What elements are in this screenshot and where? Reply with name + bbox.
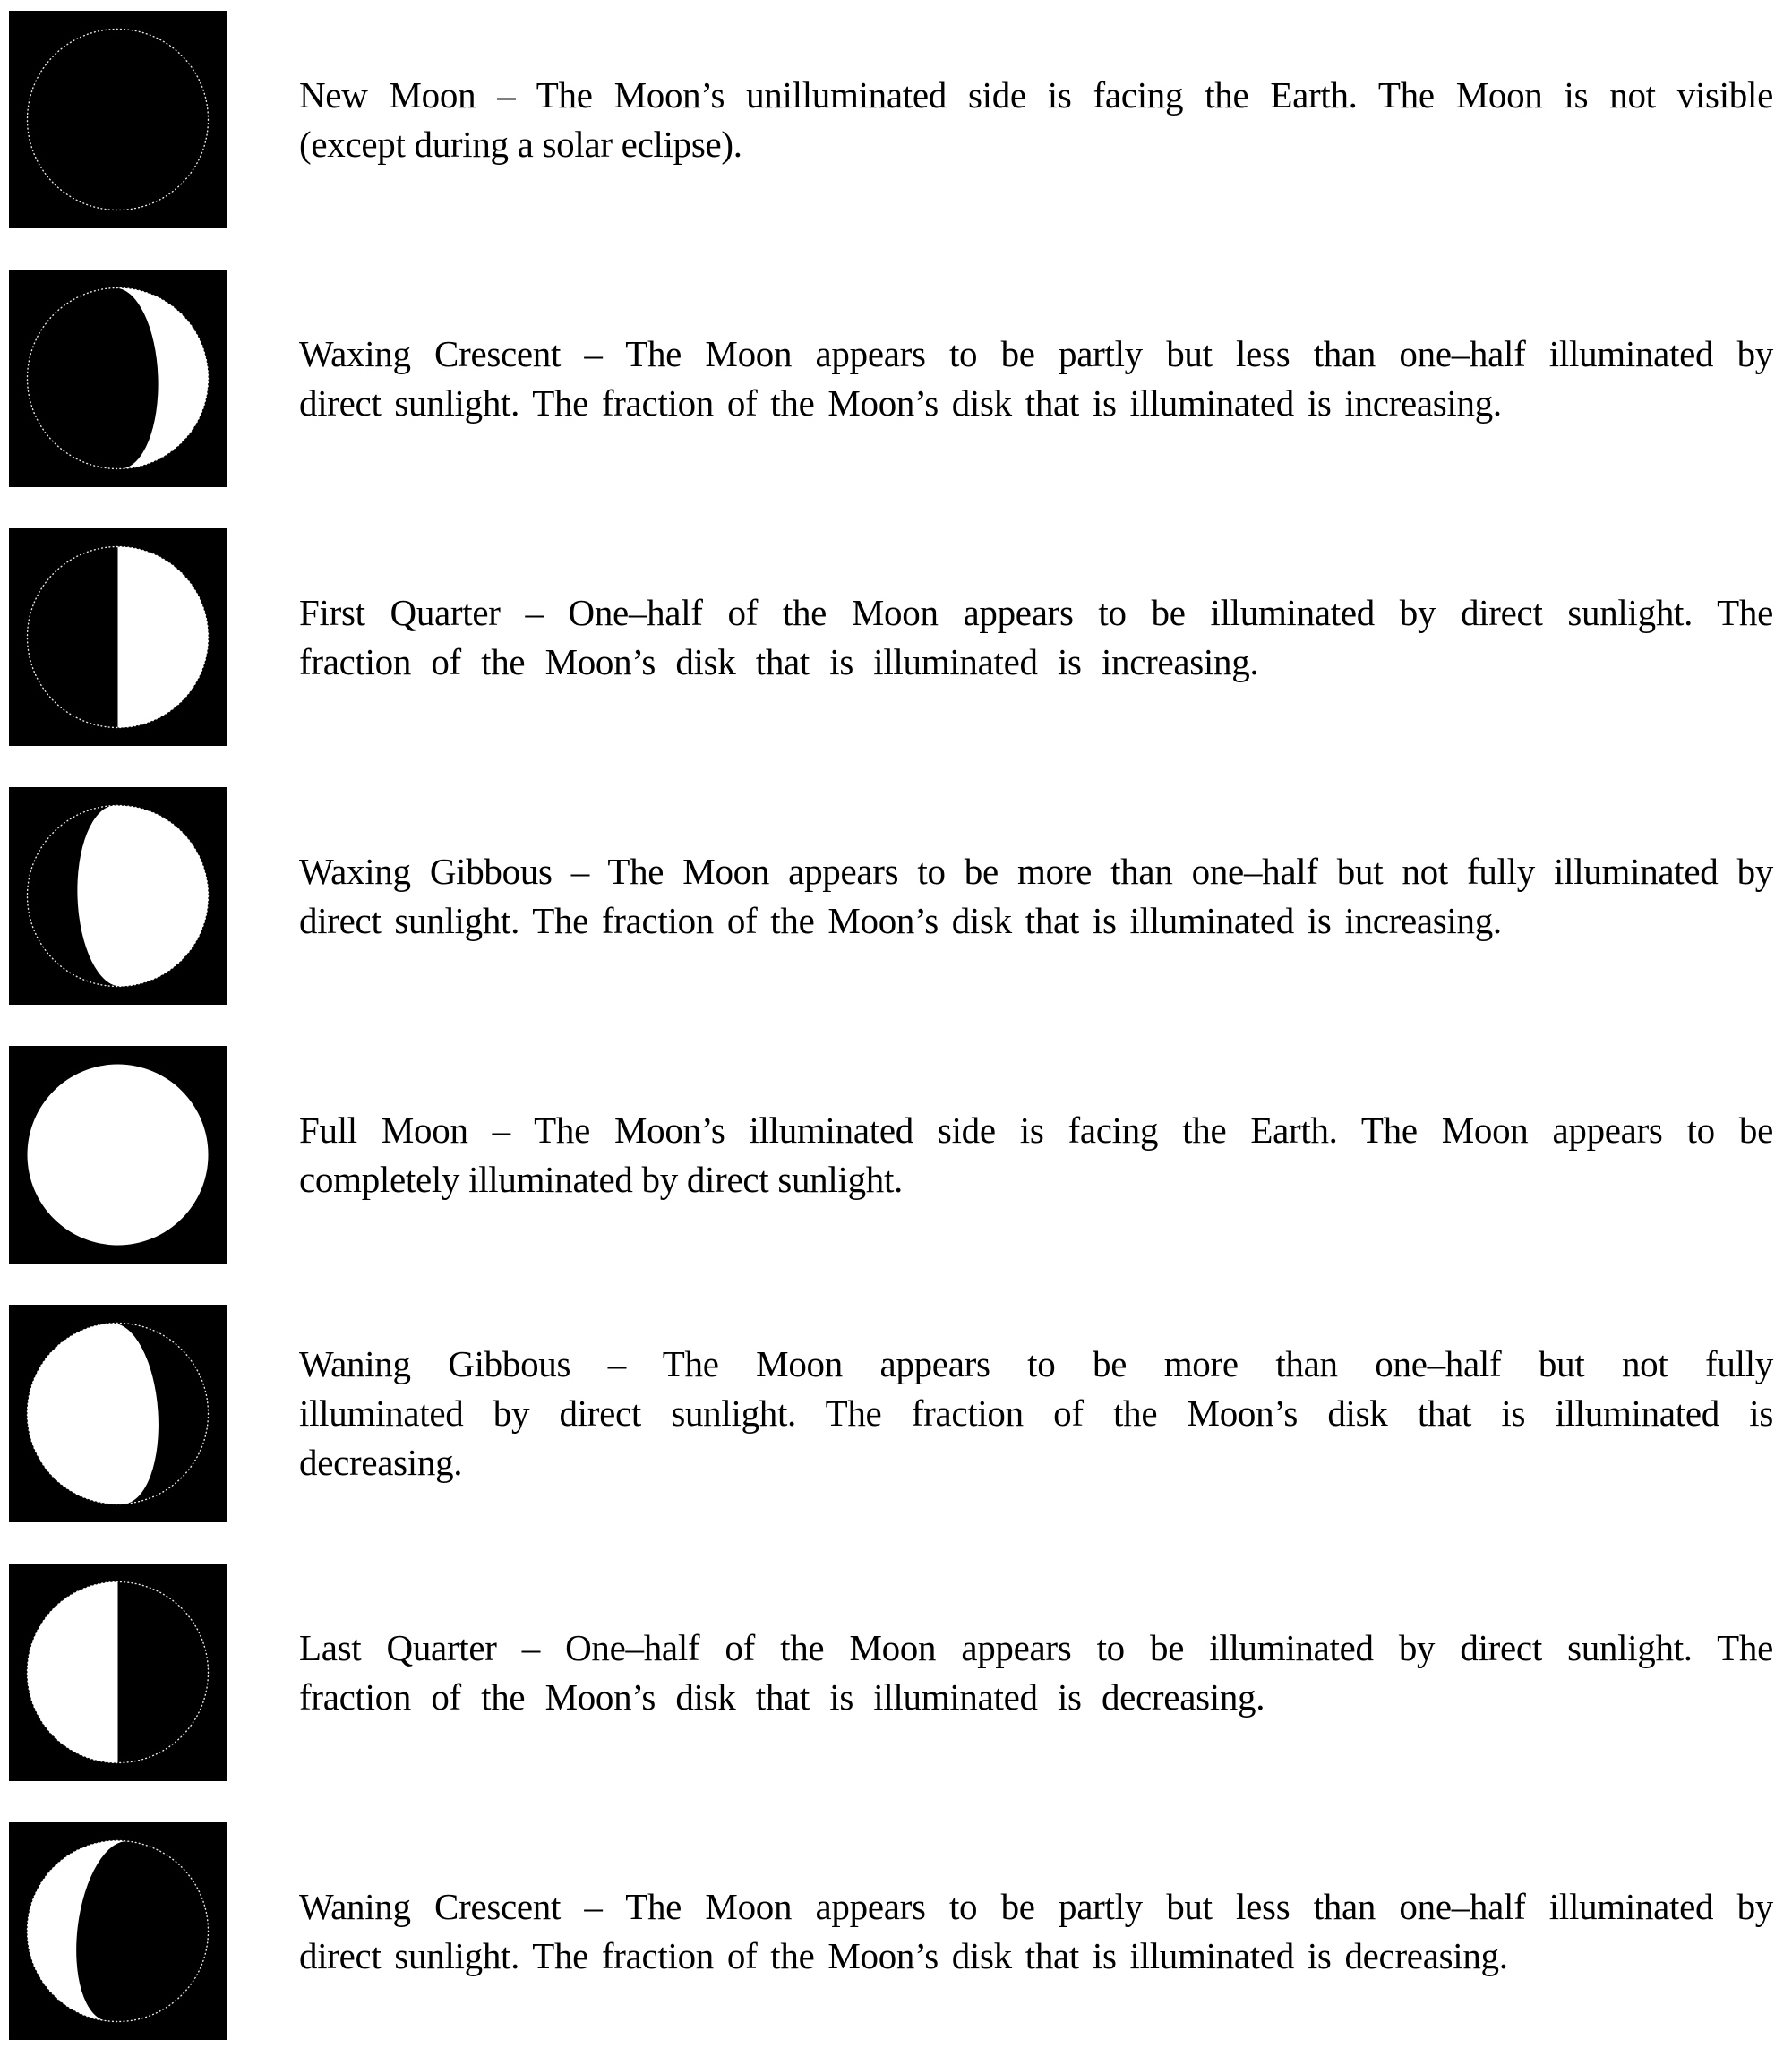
description-line: (except during a solar eclipse). — [299, 123, 742, 165]
description-line: First Quarter – One–half of the Moon appears to be illuminated by direct sunlight. The — [299, 591, 1773, 633]
phase-description — [299, 1106, 1773, 1204]
phase-row-waning-crescent — [9, 1822, 1792, 2040]
waning-gibbous-icon — [9, 1305, 227, 1522]
full-moon-illustration — [9, 1046, 227, 1264]
description-line: direct sunlight. The fraction of the Moon’s disk that is illuminated is increasing. — [299, 381, 1502, 424]
waning-crescent-illustration — [9, 1822, 227, 2040]
description-line: Waning Gibbous – The Moon appears to be more than one–half but not fully — [299, 1343, 1773, 1384]
first-quarter-icon — [9, 528, 227, 746]
phase-row-last-quarter — [9, 1564, 1792, 1781]
description-line: illuminated by direct sunlight. The fraction of the Moon’s disk that is illuminated is — [299, 1392, 1773, 1434]
new-moon-icon — [9, 11, 227, 228]
description-line: Waning Crescent – The Moon appears to be partly but less than one–half illuminated by — [299, 1885, 1773, 1927]
phase-row-new-moon — [9, 11, 1792, 228]
waxing-crescent-icon — [9, 270, 227, 487]
description-line: fraction of the Moon’s disk that is illuminated is decreasing. — [299, 1675, 1265, 1718]
description-line: Last Quarter – One–half of the Moon appears to be illuminated by direct sunlight. The — [299, 1626, 1773, 1668]
phase-row-full-moon — [9, 1046, 1792, 1264]
description-line: decreasing. — [299, 1442, 463, 1483]
new-moon-illustration — [9, 11, 227, 228]
phase-description — [299, 330, 1773, 428]
phase-description — [299, 588, 1773, 687]
description-line: fraction of the Moon’s disk that is illuminated is increasing. — [299, 640, 1259, 682]
phase-row-waxing-crescent — [9, 270, 1792, 487]
waning-crescent-icon — [9, 1822, 227, 2040]
last-quarter-icon — [9, 1564, 227, 1781]
phase-description — [299, 1340, 1773, 1487]
first-quarter-illustration — [9, 528, 227, 746]
description-line: direct sunlight. The fraction of the Moon’s disk that is illuminated is decreasing. — [299, 1934, 1508, 1976]
description-line: Waxing Gibbous – The Moon appears to be more than one–half but not fully illuminated by — [299, 850, 1773, 892]
description-line: Full Moon – The Moon’s illuminated side is facing the Earth. The Moon appears to be — [299, 1109, 1773, 1151]
description-line: Waxing Crescent – The Moon appears to be partly but less than one–half illuminated by — [299, 332, 1773, 374]
description-line: New Moon – The Moon’s unilluminated side is facing the Earth. The Moon is not visible — [299, 73, 1773, 116]
phase-description — [299, 1882, 1773, 1981]
waxing-crescent-illustration — [9, 270, 227, 487]
last-quarter-illustration — [9, 1564, 227, 1781]
phase-row-first-quarter — [9, 528, 1792, 746]
moon-lit-area — [28, 1065, 209, 1246]
description-line: completely illuminated by direct sunlight. — [299, 1158, 904, 1200]
moon-square-background — [9, 11, 227, 228]
full-moon-icon — [9, 1046, 227, 1264]
waxing-gibbous-illustration — [9, 787, 227, 1005]
description-line: direct sunlight. The fraction of the Moon’s disk that is illuminated is increasing. — [299, 899, 1502, 941]
phase-description — [299, 71, 1773, 169]
phase-row-waning-gibbous — [9, 1305, 1792, 1522]
waning-gibbous-illustration — [9, 1305, 227, 1522]
phase-row-waxing-gibbous — [9, 787, 1792, 1005]
phase-description — [299, 847, 1773, 946]
waxing-gibbous-icon — [9, 787, 227, 1005]
phase-description — [299, 1624, 1773, 1722]
